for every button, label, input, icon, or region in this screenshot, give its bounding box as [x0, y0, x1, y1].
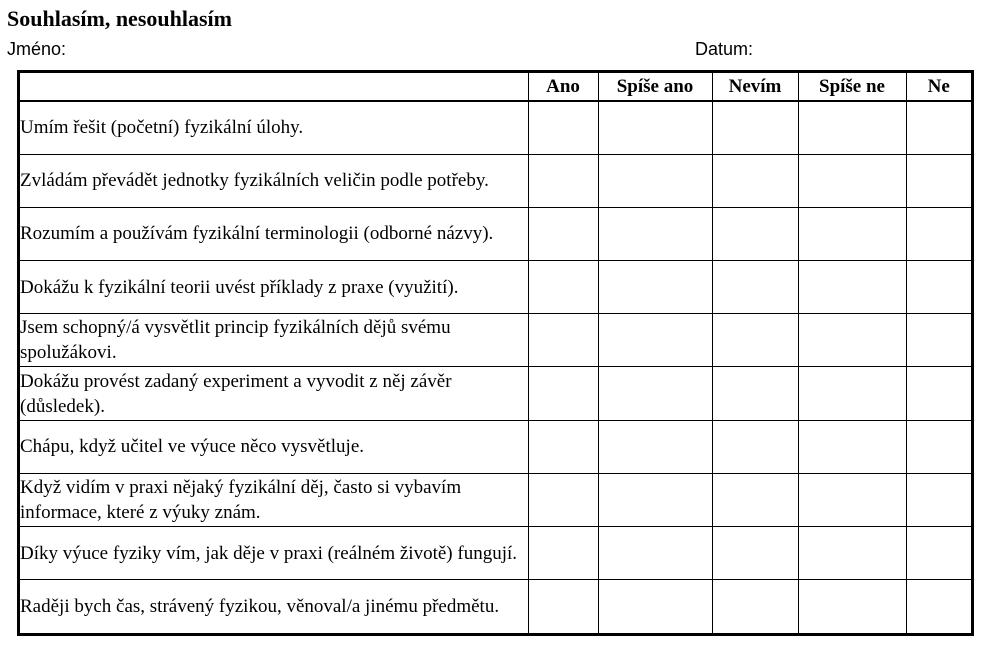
answer-cell-ano[interactable] [528, 101, 598, 154]
answer-cell-ano[interactable] [528, 261, 598, 314]
answer-cell-nevim[interactable] [712, 101, 798, 154]
statement-cell: Když vidím v praxi nějaký fyzikální děj, často si vybavím informace, které z výuky znám. [20, 473, 528, 526]
header-row [20, 73, 971, 101]
survey-frame [17, 70, 974, 636]
answer-cell-nevim[interactable] [712, 527, 798, 580]
answer-cell-ne[interactable] [906, 367, 971, 420]
statement-cell: Dokážu k fyzikální teorii uvést příklady z praxe (využití). [20, 261, 528, 314]
answer-cell-spise-ano[interactable] [598, 101, 712, 154]
statement-cell: Dokážu provést zadaný experiment a vyvodit z něj závěr (důsledek). [20, 367, 528, 420]
answer-cell-spise-ano[interactable] [598, 367, 712, 420]
answer-cell-ano[interactable] [528, 580, 598, 633]
statement-cell: Rozumím a používám fyzikální terminologii (odborné názvy). [20, 207, 528, 260]
answer-cell-spise-ano[interactable] [598, 473, 712, 526]
table-row [20, 101, 971, 154]
table-row [20, 154, 971, 207]
answer-cell-ano[interactable] [528, 473, 598, 526]
answer-cell-nevim[interactable] [712, 420, 798, 473]
answer-cell-nevim[interactable] [712, 154, 798, 207]
answer-cell-ne[interactable] [906, 261, 971, 314]
answer-cell-spise-ano[interactable] [598, 580, 712, 633]
survey-table [20, 73, 971, 633]
answer-cell-ano[interactable] [528, 154, 598, 207]
answer-cell-ne[interactable] [906, 580, 971, 633]
answer-cell-spise-ano[interactable] [598, 154, 712, 207]
answer-cell-spise-ne[interactable] [798, 207, 906, 260]
answer-cell-spise-ne[interactable] [798, 154, 906, 207]
answer-cell-ne[interactable] [906, 207, 971, 260]
answer-cell-spise-ne[interactable] [798, 473, 906, 526]
statement-cell: Chápu, když učitel ve výuce něco vysvětluje. [20, 420, 528, 473]
column-header-spise-ne: Spíše ne [798, 73, 906, 101]
statement-cell: Díky výuce fyziky vím, jak děje v praxi (reálném životě) fungují. [20, 527, 528, 580]
answer-cell-spise-ne[interactable] [798, 314, 906, 367]
date-label: Datum: [695, 39, 754, 59]
table-row [20, 261, 971, 314]
answer-cell-ano[interactable] [528, 527, 598, 580]
answer-cell-spise-ne[interactable] [798, 367, 906, 420]
answer-cell-ano[interactable] [528, 314, 598, 367]
answer-cell-ano[interactable] [528, 420, 598, 473]
answer-cell-spise-ano[interactable] [598, 420, 712, 473]
answer-cell-nevim[interactable] [712, 473, 798, 526]
answer-cell-spise-ne[interactable] [798, 261, 906, 314]
table-row [20, 207, 971, 260]
statement-cell: Umím řešit (početní) fyzikální úlohy. [20, 101, 528, 154]
answer-cell-spise-ne[interactable] [798, 580, 906, 633]
statement-cell: Jsem schopný/á vysvětlit princip fyzikálních dějů svému spolužákovi. [20, 314, 528, 367]
answer-cell-nevim[interactable] [712, 207, 798, 260]
table-row [20, 527, 971, 580]
answer-cell-spise-ne[interactable] [798, 420, 906, 473]
answer-cell-spise-ne[interactable] [798, 101, 906, 154]
table-row [20, 367, 971, 420]
answer-cell-ne[interactable] [906, 101, 971, 154]
answer-cell-nevim[interactable] [712, 580, 798, 633]
column-header-nevim: Nevím [712, 73, 798, 101]
column-header-ne: Ne [906, 73, 971, 101]
answer-cell-spise-ano[interactable] [598, 207, 712, 260]
answer-cell-nevim[interactable] [712, 261, 798, 314]
statement-header [20, 73, 528, 101]
name-label: Jméno: [7, 39, 67, 59]
column-header-ano: Ano [528, 73, 598, 101]
answer-cell-ne[interactable] [906, 473, 971, 526]
answer-cell-spise-ano[interactable] [598, 261, 712, 314]
table-row [20, 473, 971, 526]
answer-cell-ne[interactable] [906, 420, 971, 473]
answer-cell-ne[interactable] [906, 154, 971, 207]
answer-cell-nevim[interactable] [712, 367, 798, 420]
answer-cell-spise-ano[interactable] [598, 314, 712, 367]
answer-cell-ne[interactable] [906, 314, 971, 367]
statement-cell: Raději bych čas, strávený fyzikou, věnoval/a jinému předmětu. [20, 580, 528, 633]
table-row [20, 580, 971, 633]
page-title: Souhlasím, nesouhlasím [7, 6, 232, 31]
column-header-spise-ano: Spíše ano [598, 73, 712, 101]
answer-cell-ano[interactable] [528, 367, 598, 420]
table-row [20, 314, 971, 367]
answer-cell-spise-ne[interactable] [798, 527, 906, 580]
answer-cell-spise-ano[interactable] [598, 527, 712, 580]
answer-cell-ne[interactable] [906, 527, 971, 580]
statement-cell: Zvládám převádět jednotky fyzikálních veličin podle potřeby. [20, 154, 528, 207]
table-row [20, 420, 971, 473]
answer-cell-nevim[interactable] [712, 314, 798, 367]
answer-cell-ano[interactable] [528, 207, 598, 260]
